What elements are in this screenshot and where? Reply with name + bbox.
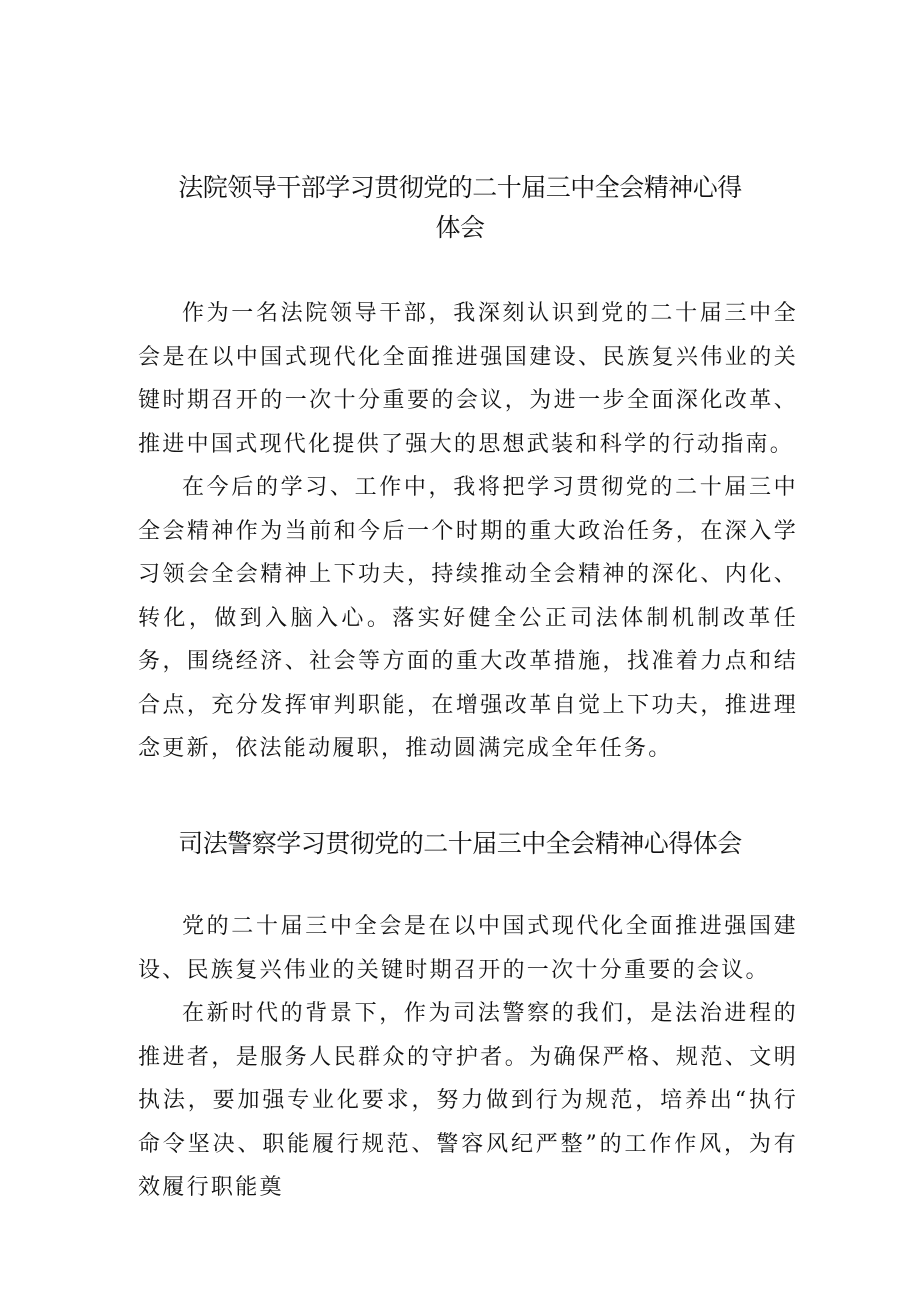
section1-title-line2: 体会 [435, 213, 485, 242]
section1-paragraph-2: 在今后的学习、工作中，我将把学习贯彻党的二十届三中全会精神作为当前和今后一个时期的重大政治任务，在深入学习领会全会精神上下功夫，持续推动全会精神的深化、内化、转化，做到入脑入心。落实好健全公正司法体制机制改革任务，围绕经济、社会等方面的重大改革措施，找准着力点和结合点，充分发挥审判职能，在增强改革自觉上下功夫，推进理念更新，依法能动履职，推动圆满完成全年任务。 [138, 475, 798, 761]
section2-paragraph-2: 在新时代的背景下，作为司法警察的我们，是法治进程的推进者，是服务人民群众的守护者。为确保严格、规范、文明执法，要加强专业化要求，努力做到行为规范，培养出“执行命令坚决、职能履行规范、警容风纪严整”的工作作风，为有效履行职能奠 [138, 1001, 798, 1200]
section2-title-text: 司法警察学习贯彻党的二十届三中全会精神心得体会 [178, 829, 742, 858]
section2-paragraph-1: 党的二十届三中全会是在以中国式现代化全面推进强国建设、民族复兴伟业的关键时期召开的一次十分重要的会议。 [138, 914, 798, 983]
section1-title-line1: 法院领导干部学习贯彻党的二十届三中全会精神心得 [178, 173, 742, 202]
section1-title [0, 168, 920, 248]
section2-title [0, 824, 920, 864]
section1-paragraph-1: 作为一名法院领导干部，我深刻认识到党的二十届三中全会是在以中国式现代化全面推进强国建设、民族复兴伟业的关键时期召开的一次十分重要的会议，为进一步全面深化改革、推进中国式现代化提供了强大的思想武装和科学的行动指南。 [138, 301, 798, 457]
